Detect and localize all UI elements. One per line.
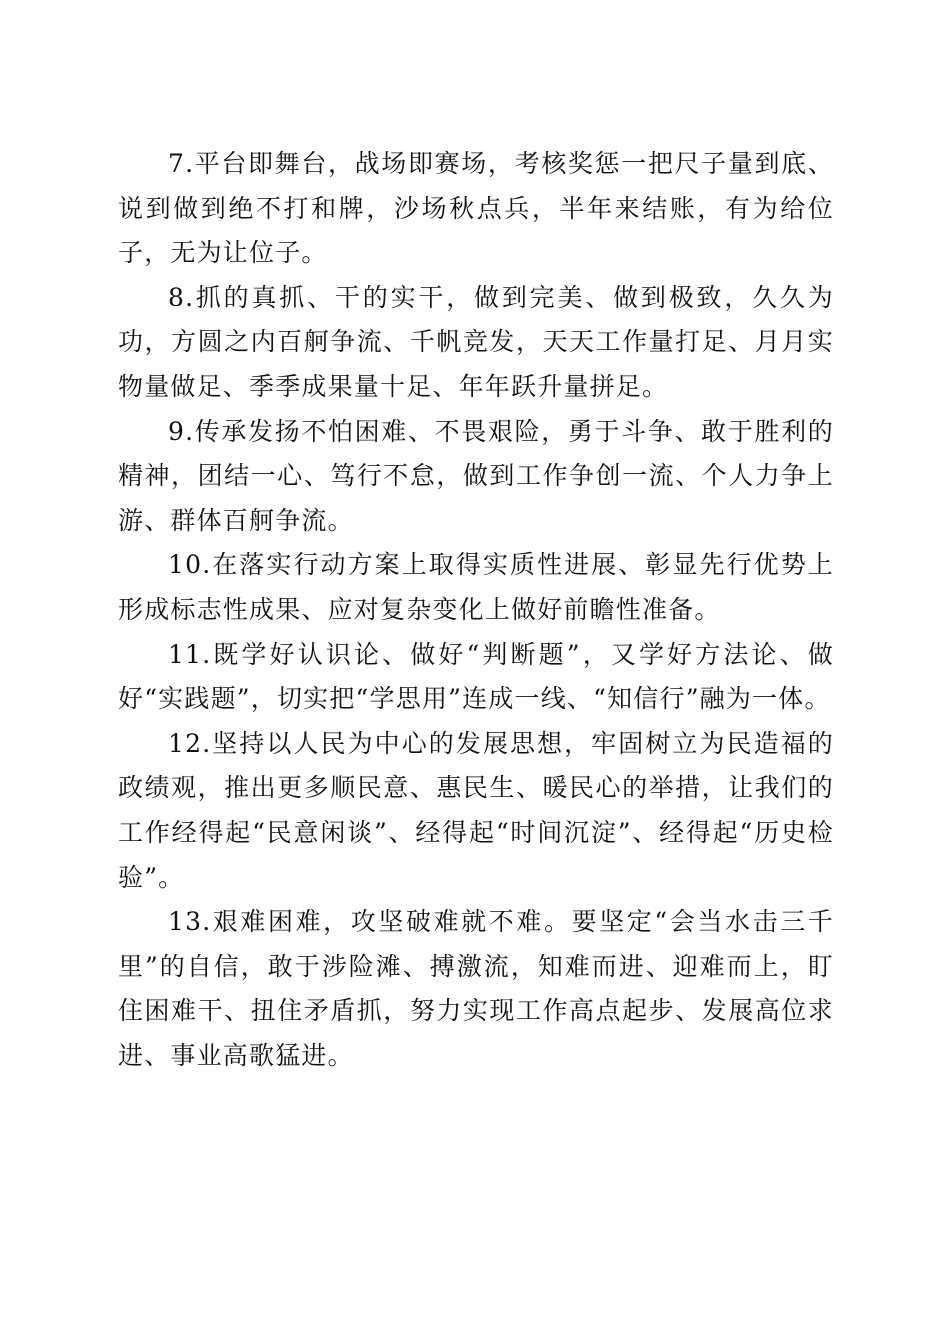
paragraph-7: 7.平台即舞台，战场即赛场，考核奖惩一把尺子量到底、说到做到绝不打和牌，沙场秋点兵，半年来结账，有为给位子，无为让位子。 bbox=[118, 149, 834, 268]
paragraph-12: 12.坚持以人民为中心的发展思想，牢固树立为民造福的政绩观，推出更多顺民意、惠民生、暖民心的举措，让我们的工作经得起“民意闲谈”、经得起“时间沉淀”、经得起“历史检验”。 bbox=[118, 728, 834, 892]
paragraph-8: 8.抓的真抓、干的实干，做到完美、做到极致，久久为功，方圆之内百舸争流、千帆竞发，天天工作量打足、月月实物量做足、季季成果量十足、年年跃升量拼足。 bbox=[118, 282, 834, 401]
paragraph-10: 10.在落实行动方案上取得实质性进展、彰显先行优势上形成标志性成果、应对复杂变化上做好前瞻性准备。 bbox=[118, 550, 834, 624]
paragraph-11: 11.既学好认识论、做好“判断题”，又学好方法论、做好“实践题”，切实把“学思用”连成一线、“知信行”融为一体。 bbox=[118, 639, 834, 714]
document-body bbox=[118, 142, 834, 1078]
paragraph-13: 13.艰难困难，攻坚破难就不难。要坚定“会当水击三千里”的自信，敢于涉险滩、搏激流，知难而进、迎难而上，盯住困难干、扭住矛盾抓，努力实现工作高点起步、发展高位求进、事业高歌猛进。 bbox=[118, 907, 834, 1070]
paragraph-9: 9.传承发扬不怕困难、不畏艰险，勇于斗争、敢于胜利的精神，团结一心、笃行不怠，做到工作争创一流、个人力争上游、群体百舸争流。 bbox=[118, 416, 834, 535]
